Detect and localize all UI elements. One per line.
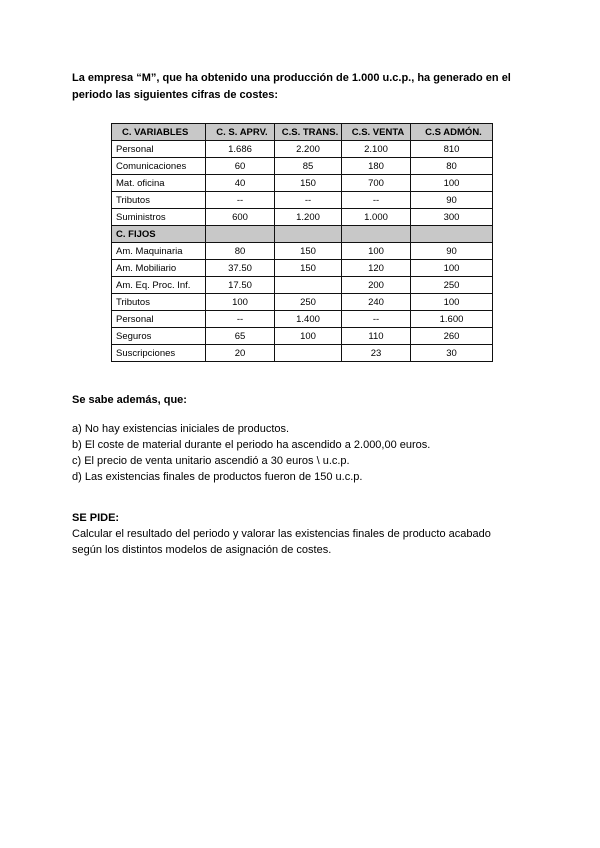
column-header: C.S. VENTA	[342, 124, 411, 141]
request-title: SE PIDE:	[72, 512, 120, 524]
cost-cell: 100	[411, 294, 493, 311]
cost-cell	[275, 345, 342, 362]
list-item: d) Las existencias finales de productos fueron de 150 u.c.p.	[72, 471, 363, 483]
cost-cell: 30	[411, 345, 493, 362]
row-label: Tributos	[112, 192, 206, 209]
table-row	[112, 158, 493, 175]
cost-cell: 1.400	[275, 311, 342, 328]
cost-cell: 300	[411, 209, 493, 226]
row-label: Am. Eq. Proc. Inf.	[112, 277, 206, 294]
list-item: b) El coste de material durante el periodo ha ascendido a 2.000,00 euros.	[72, 439, 431, 451]
cost-cell: 600	[206, 209, 275, 226]
cost-cell: 700	[342, 175, 411, 192]
cost-cell: 100	[342, 243, 411, 260]
cost-cell: 250	[411, 277, 493, 294]
row-label: Personal	[112, 141, 206, 158]
cost-cell: 17.50	[206, 277, 275, 294]
variable-costs-body	[112, 141, 493, 226]
cost-cell: 120	[342, 260, 411, 277]
table-row	[112, 209, 493, 226]
column-header: C. S. APRV.	[206, 124, 275, 141]
cost-table	[111, 123, 493, 362]
column-header: C.S. TRANS.	[275, 124, 342, 141]
cost-cell	[275, 277, 342, 294]
fixed-costs-body	[112, 226, 493, 362]
cost-cell: 65	[206, 328, 275, 345]
cost-cell: 1.686	[206, 141, 275, 158]
table-row	[112, 328, 493, 345]
table-row	[112, 345, 493, 362]
cost-cell: 100	[206, 294, 275, 311]
cost-cell: 180	[342, 158, 411, 175]
cost-cell: 200	[342, 277, 411, 294]
cost-cell: 100	[275, 328, 342, 345]
cost-cell: 150	[275, 260, 342, 277]
table-row	[112, 141, 493, 158]
list-item: a) No hay existencias iniciales de productos.	[72, 423, 290, 435]
known-data-title: Se sabe además, que:	[72, 394, 187, 406]
row-label: Suministros	[112, 209, 206, 226]
cost-cell: 60	[206, 158, 275, 175]
cost-cell: 110	[342, 328, 411, 345]
known-data-list	[72, 421, 552, 485]
list-item: c) El precio de venta unitario ascendió a 30 euros \ u.c.p.	[72, 455, 350, 467]
cost-cell: 23	[342, 345, 411, 362]
cost-cell: 37.50	[206, 260, 275, 277]
cost-cell: 90	[411, 192, 493, 209]
cost-cell: 100	[411, 175, 493, 192]
cost-cell: 90	[411, 243, 493, 260]
cost-cell: 150	[275, 175, 342, 192]
column-header: C.S ADMÓN.	[411, 124, 493, 141]
row-label: Seguros	[112, 328, 206, 345]
cost-cell: 20	[206, 345, 275, 362]
row-label: Tributos	[112, 294, 206, 311]
request-text: Calcular el resultado del periodo y valorar las existencias finales de producto acabado según los distintos modelos de asignación de costes.	[72, 528, 491, 556]
cost-cell: 2.200	[275, 141, 342, 158]
table-row	[112, 277, 493, 294]
row-label: Suscripciones	[112, 345, 206, 362]
column-header: C. VARIABLES	[112, 124, 206, 141]
cost-cell: --	[342, 311, 411, 328]
cost-cell: 85	[275, 158, 342, 175]
cost-cell: 2.100	[342, 141, 411, 158]
section-label: C. FIJOS	[112, 226, 206, 243]
row-label: Am. Mobiliario	[112, 260, 206, 277]
cost-cell: 260	[411, 328, 493, 345]
table-row	[112, 260, 493, 277]
cost-cell: --	[342, 192, 411, 209]
cost-cell: 250	[275, 294, 342, 311]
row-label: Comunicaciones	[112, 158, 206, 175]
table-row	[112, 243, 493, 260]
table-row	[112, 311, 493, 328]
row-label: Am. Maquinaria	[112, 243, 206, 260]
cost-cell: --	[206, 311, 275, 328]
row-label: Personal	[112, 311, 206, 328]
row-label: Mat. oficina	[112, 175, 206, 192]
cost-cell: 1.000	[342, 209, 411, 226]
cost-cell: 150	[275, 243, 342, 260]
cost-cell: 1.600	[411, 311, 493, 328]
cost-cell: 100	[411, 260, 493, 277]
fixed-costs-section-row	[112, 226, 493, 243]
cost-cell: --	[206, 192, 275, 209]
intro-paragraph: La empresa “M”, que ha obtenido una producción de 1.000 u.c.p., ha generado en el periodo las siguientes cifras de costes:	[72, 72, 511, 101]
table-row	[112, 192, 493, 209]
cost-cell: 80	[411, 158, 493, 175]
table-header-row	[112, 124, 493, 141]
cost-cell: 810	[411, 141, 493, 158]
cost-cell: 240	[342, 294, 411, 311]
table-row	[112, 175, 493, 192]
cost-cell: 40	[206, 175, 275, 192]
table-row	[112, 294, 493, 311]
cost-cell: --	[275, 192, 342, 209]
cost-cell: 1.200	[275, 209, 342, 226]
cost-cell: 80	[206, 243, 275, 260]
